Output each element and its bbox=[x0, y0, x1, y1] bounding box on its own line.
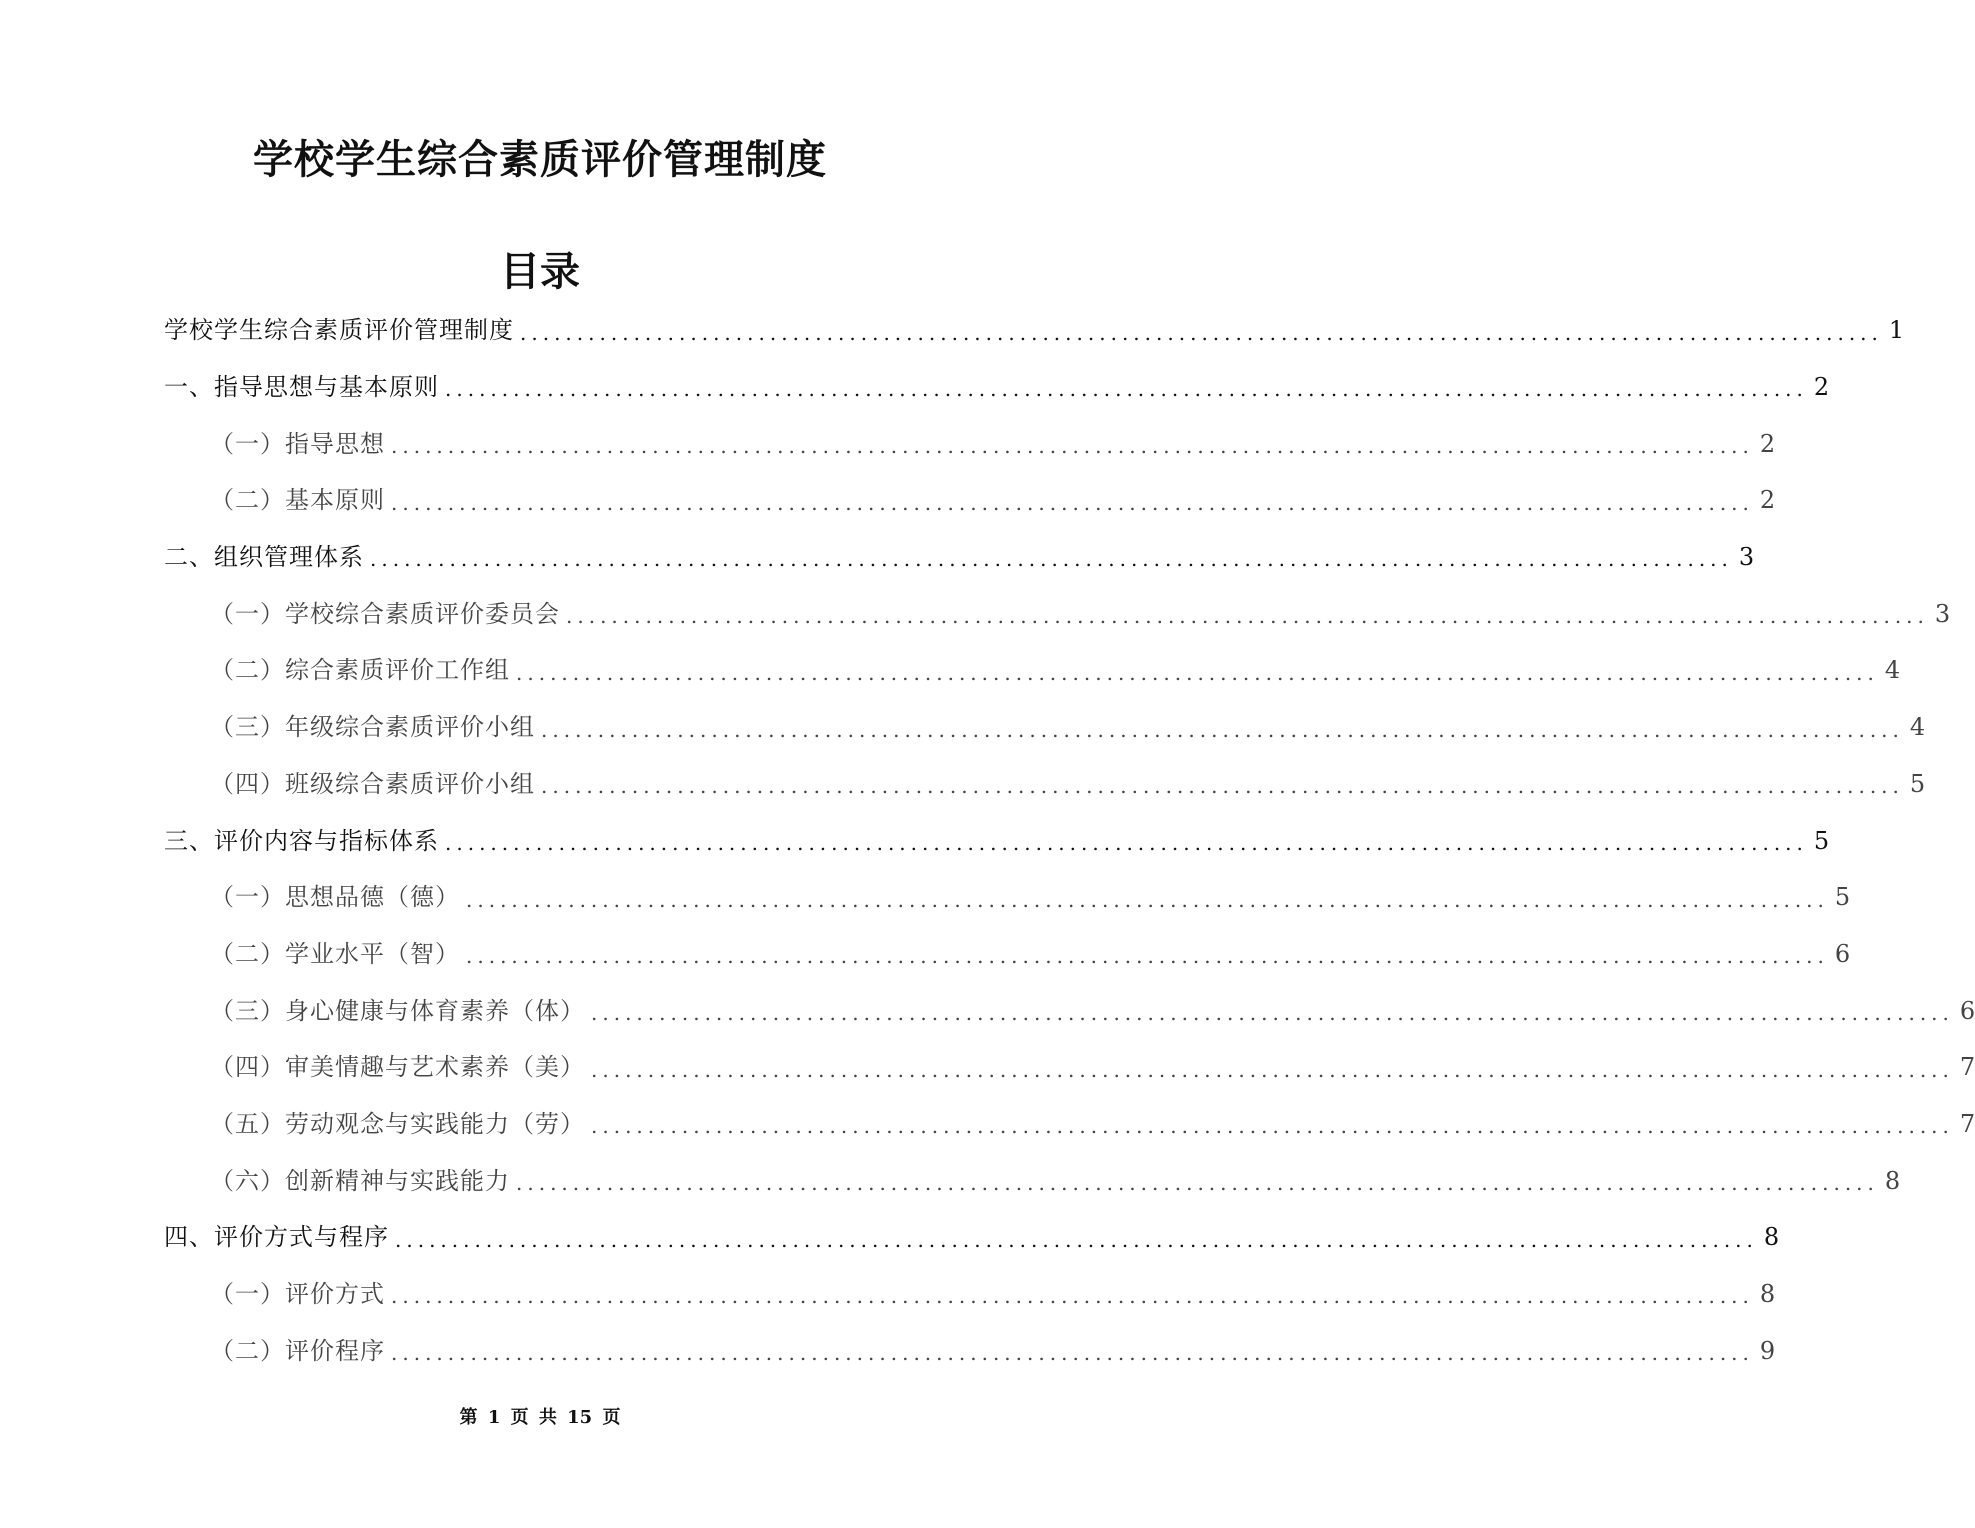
toc-dot-leader: ........................................................................................................................ bbox=[391, 434, 1754, 459]
toc-dot-leader: ........................................................................................................................ bbox=[541, 774, 1904, 799]
toc-entry-label: （四）审美情趣与艺术素养（美） bbox=[210, 1053, 585, 1082]
toc-entry[interactable] bbox=[0, 1152, 1901, 1209]
table-of-contents bbox=[0, 302, 1975, 1379]
toc-entry[interactable] bbox=[0, 1096, 1975, 1153]
toc-dot-leader: ........................................................................................................................ bbox=[516, 1171, 1879, 1195]
toc-entry-page-number: 6 bbox=[1959, 996, 1975, 1025]
toc-dot-leader: ........................................................................................................................ bbox=[516, 660, 1879, 685]
toc-entry-label: （三）年级综合素质评价小组 bbox=[210, 713, 535, 742]
toc-dot-leader: ........................................................................................................................ bbox=[445, 377, 1808, 402]
toc-entry-page-number: 5 bbox=[1834, 883, 1851, 912]
toc-entry-page-number: 1 bbox=[1888, 316, 1905, 345]
toc-entry-page-number: 6 bbox=[1834, 939, 1851, 968]
toc-entry-page-number: 5 bbox=[1909, 769, 1926, 798]
toc-dot-leader: ........................................................................................................................ bbox=[541, 717, 1904, 742]
toc-entry-label: （五）劳动观念与实践能力（劳） bbox=[210, 1109, 585, 1138]
toc-entry[interactable] bbox=[0, 302, 1905, 359]
toc-entry-page-number: 7 bbox=[1959, 1109, 1975, 1138]
toc-dot-leader: ........................................................................................................................ bbox=[466, 887, 1829, 912]
toc-entry-page-number: 4 bbox=[1909, 713, 1926, 742]
page-footer: 第 1 页 共 15 页 bbox=[459, 1407, 621, 1428]
toc-entry-label: （二）评价程序 bbox=[210, 1336, 385, 1365]
toc-entry-page-number: 8 bbox=[1759, 1280, 1776, 1309]
toc-entry-page-number: 3 bbox=[1738, 543, 1755, 572]
toc-entry[interactable] bbox=[0, 869, 1851, 926]
toc-entry-label: 学校学生综合素质评价管理制度 bbox=[164, 316, 514, 345]
toc-entry-page-number: 4 bbox=[1884, 656, 1901, 685]
toc-entry-page-number: 7 bbox=[1959, 1053, 1975, 1082]
toc-dot-leader: ........................................................................................................................ bbox=[445, 830, 1808, 855]
toc-dot-leader: ........................................................................................................................ bbox=[591, 1057, 1954, 1082]
toc-dot-leader: ........................................................................................................................ bbox=[591, 1000, 1954, 1025]
toc-entry-label: （三）身心健康与体育素养（体） bbox=[210, 996, 585, 1025]
toc-entry-label: （一）思想品德（德） bbox=[210, 883, 460, 912]
toc-entry[interactable] bbox=[0, 472, 1776, 529]
toc-entry-page-number: 8 bbox=[1884, 1166, 1901, 1195]
toc-entry[interactable] bbox=[0, 1322, 1776, 1379]
toc-entry[interactable] bbox=[0, 926, 1851, 983]
toc-entry[interactable] bbox=[0, 1209, 1780, 1266]
toc-entry[interactable] bbox=[0, 699, 1926, 756]
toc-entry-label: 四、评价方式与程序 bbox=[164, 1223, 389, 1252]
toc-entry-label: （四）班级综合素质评价小组 bbox=[210, 769, 535, 798]
toc-entry-page-number: 2 bbox=[1759, 486, 1776, 515]
toc-dot-leader: ........................................................................................................................ bbox=[391, 1341, 1754, 1366]
toc-dot-leader: ........................................................................................................................ bbox=[370, 547, 1733, 572]
toc-entry-page-number: 9 bbox=[1759, 1336, 1776, 1365]
toc-entry-page-number: 2 bbox=[1813, 373, 1830, 402]
toc-heading: 目录 bbox=[500, 249, 580, 295]
toc-entry[interactable] bbox=[0, 756, 1926, 813]
toc-dot-leader: ........................................................................................................................ bbox=[391, 1284, 1754, 1309]
toc-entry-page-number: 5 bbox=[1813, 826, 1830, 855]
toc-entry-page-number: 3 bbox=[1934, 599, 1951, 628]
toc-entry[interactable] bbox=[0, 585, 1951, 642]
toc-entry[interactable] bbox=[0, 415, 1776, 472]
toc-entry[interactable] bbox=[0, 812, 1830, 869]
toc-entry[interactable] bbox=[0, 1039, 1975, 1096]
toc-dot-leader: ........................................................................................................................ bbox=[520, 320, 1883, 345]
toc-entry-page-number: 8 bbox=[1763, 1223, 1780, 1252]
toc-entry-label: （二）基本原则 bbox=[210, 486, 385, 515]
toc-dot-leader: ........................................................................................................................ bbox=[466, 944, 1829, 969]
toc-dot-leader: ........................................................................................................................ bbox=[566, 604, 1929, 629]
toc-entry-label: 二、组织管理体系 bbox=[164, 543, 364, 572]
toc-entry-label: （二）学业水平（智） bbox=[210, 939, 460, 968]
toc-entry[interactable] bbox=[0, 642, 1901, 699]
toc-entry-label: （一）评价方式 bbox=[210, 1280, 385, 1309]
toc-entry[interactable] bbox=[0, 1266, 1776, 1323]
toc-entry-label: （六）创新精神与实践能力 bbox=[210, 1166, 510, 1195]
toc-entry-label: （一）学校综合素质评价委员会 bbox=[210, 599, 560, 628]
toc-entry-label: （二）综合素质评价工作组 bbox=[210, 656, 510, 685]
toc-entry-label: 一、指导思想与基本原则 bbox=[164, 373, 439, 402]
toc-entry-label: 三、评价内容与指标体系 bbox=[164, 826, 439, 855]
document-title: 学校学生综合素质评价管理制度 bbox=[253, 137, 827, 183]
toc-dot-leader: ........................................................................................................................ bbox=[591, 1114, 1954, 1139]
toc-entry[interactable] bbox=[0, 982, 1975, 1039]
toc-entry-page-number: 2 bbox=[1759, 429, 1776, 458]
toc-entry[interactable] bbox=[0, 529, 1755, 586]
toc-entry[interactable] bbox=[0, 359, 1830, 416]
toc-dot-leader: ........................................................................................................................ bbox=[391, 490, 1754, 515]
toc-entry-label: （一）指导思想 bbox=[210, 429, 385, 458]
toc-dot-leader: ........................................................................................................................ bbox=[395, 1227, 1758, 1252]
